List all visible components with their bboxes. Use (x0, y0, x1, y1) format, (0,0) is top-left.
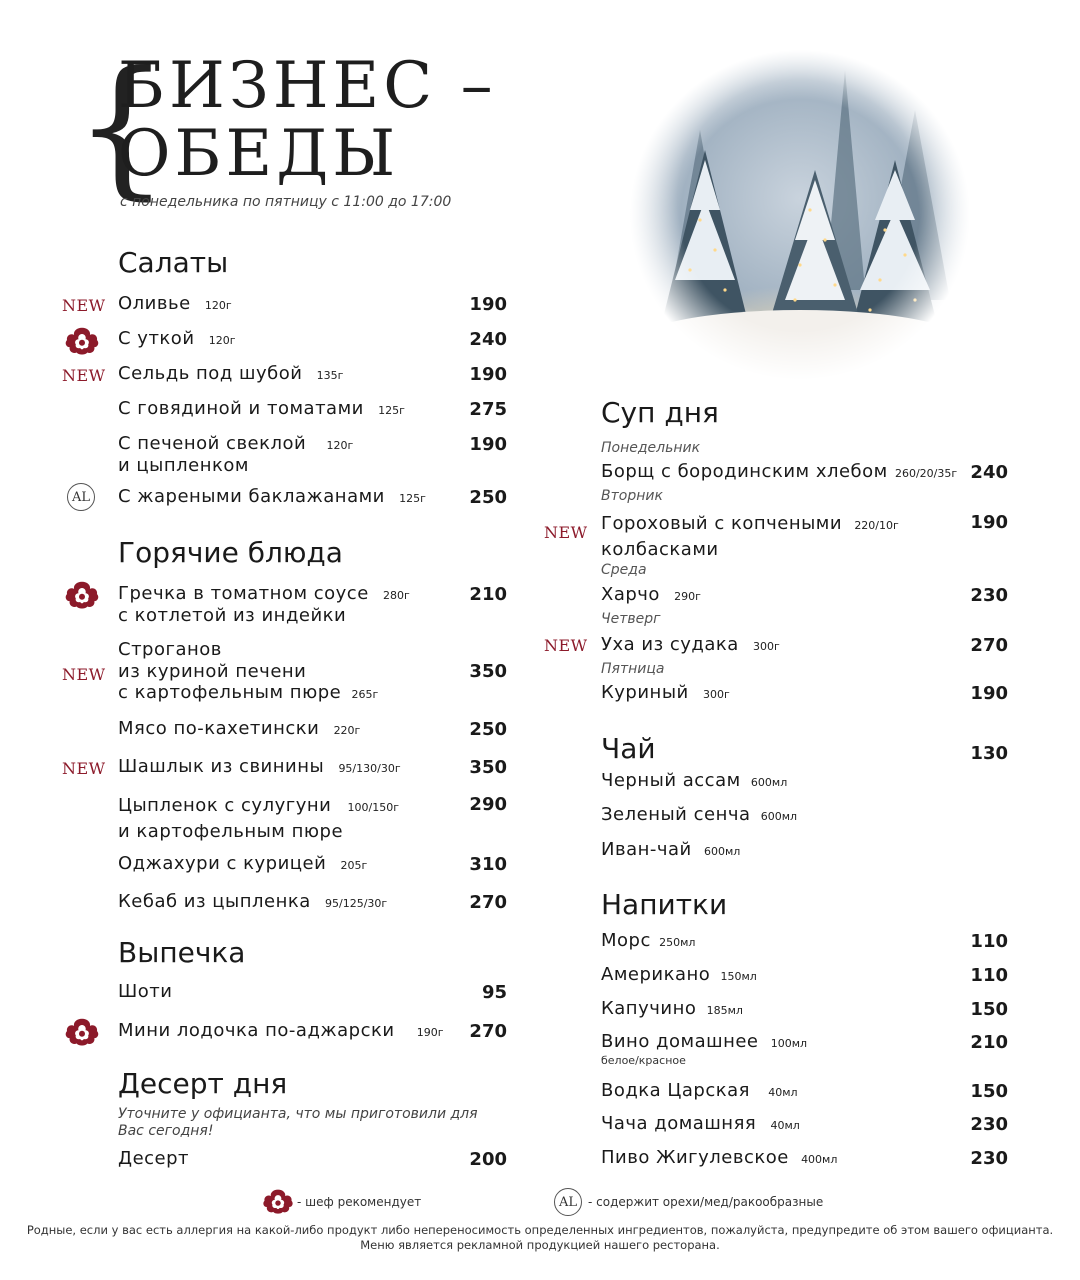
weekday-label: Вторник (601, 488, 663, 504)
menu-item-name (118, 892, 387, 914)
item-weight: 125г (399, 492, 426, 505)
item-name-text: С уткой (118, 328, 195, 349)
item-weight: 120г (326, 439, 354, 452)
item-weight: 100/150г (347, 801, 400, 814)
menu-item-name (118, 487, 426, 509)
item-name-text: Американо (601, 964, 711, 985)
new-badge: NEW (62, 665, 106, 684)
item-name-text: Чача домашняя (601, 1113, 757, 1134)
item-name-text: Куриный (601, 682, 689, 703)
item-weight: 190г (416, 1026, 444, 1039)
legend-allergen-text: - содержит орехи/мед/ракообразные (588, 1195, 824, 1209)
item-weight: 150мл (720, 970, 757, 983)
item-price: 350 (469, 661, 507, 682)
item-name-text: Водка Царская (601, 1080, 750, 1101)
menu-item-name (118, 364, 343, 386)
item-name-text: Уха из судака (601, 634, 739, 655)
item-name-text: С говядиной и томатами (118, 398, 364, 419)
item-price: 275 (469, 399, 507, 420)
menu-item-name (601, 931, 695, 953)
menu-item-name (601, 1032, 807, 1054)
item-weight: 260/20/35г (894, 467, 958, 480)
menu-item-name (118, 399, 405, 421)
item-price: 240 (469, 329, 507, 350)
menu-item-name (118, 584, 410, 626)
item-name-text: Мини лодочка по-аджарски (118, 1020, 395, 1041)
item-name-text: и картофельным пюре (118, 821, 344, 842)
item-weight: 120г (204, 299, 232, 312)
section-title-soup: Суп дня (601, 396, 719, 429)
menu-item-name (601, 512, 899, 562)
item-weight: 600мл (750, 776, 788, 789)
item-weight: 290г (674, 590, 701, 603)
item-name-text: Мясо по-кахетински (118, 718, 320, 739)
tea-price: 130 (970, 743, 1008, 764)
menu-item-name (118, 294, 232, 316)
winter-forest-image (630, 50, 970, 380)
new-badge: NEW (62, 366, 106, 385)
item-price: 150 (970, 999, 1008, 1020)
item-price: 250 (469, 487, 507, 508)
menu-item-name (118, 1021, 444, 1043)
item-name-text: Кебаб из цыпленка (118, 891, 311, 912)
section-title-bakery: Выпечка (118, 936, 246, 969)
section-title-hot: Горячие блюда (118, 536, 343, 569)
menu-item-name (118, 719, 360, 741)
menu-item-name (118, 639, 378, 706)
chef-recommends-icon (64, 580, 100, 610)
item-name-text: Морс (601, 930, 651, 951)
item-name-text: из куриной печени (118, 660, 307, 682)
chef-recommends-icon (64, 1017, 100, 1047)
item-price: 310 (469, 854, 507, 875)
item-weight: 205г (340, 859, 368, 872)
section-title-tea: Чай (601, 732, 656, 765)
item-price: 200 (469, 1149, 507, 1170)
allergen-badge: AL (554, 1188, 582, 1216)
item-name-text: Строганов (118, 639, 222, 660)
menu-item-name (601, 1148, 837, 1170)
item-price: 290 (469, 794, 507, 815)
item-weight: 135г (316, 369, 344, 382)
item-price: 110 (970, 965, 1008, 986)
item-name-text: Десерт (118, 1148, 190, 1169)
title-brace: { (74, 40, 170, 214)
item-weight: 95/130/30г (338, 762, 401, 775)
menu-item-name (601, 585, 701, 607)
menu-item-name (118, 329, 236, 351)
item-weight: 265г (351, 688, 379, 701)
item-weight: 300г (702, 688, 730, 701)
item-name-text: Сельдь под шубой (118, 363, 303, 384)
item-name-text: Харчо (601, 584, 660, 605)
item-name-text: Пиво Жигулевское (601, 1147, 789, 1168)
menu-item-name (118, 1149, 189, 1169)
item-price: 190 (970, 683, 1008, 704)
menu-item-name (601, 999, 743, 1021)
item-weight: 600мл (703, 845, 741, 858)
item-name-text: Шашлык из свинины (118, 756, 325, 777)
item-price: 190 (469, 434, 507, 455)
item-weight: 220г (333, 724, 361, 737)
item-weight: 125г (378, 404, 405, 417)
new-badge: NEW (544, 523, 588, 542)
item-name-text: Оджахури с курицей (118, 853, 327, 874)
item-price: 190 (970, 512, 1008, 533)
item-name-text: Цыпленок с сулугуни (118, 795, 332, 816)
item-price: 150 (970, 1081, 1008, 1102)
item-weight: 185мл (706, 1004, 743, 1017)
item-price: 230 (970, 1114, 1008, 1135)
menu-item-name (601, 840, 740, 862)
item-weight: 250мл (659, 936, 696, 949)
item-price: 190 (469, 294, 507, 315)
item-weight: 40мл (768, 1086, 798, 1099)
item-price: 230 (970, 1148, 1008, 1169)
item-weight: 400мл (801, 1153, 838, 1166)
item-weight: 600мл (760, 810, 798, 823)
menu-item-name (601, 771, 787, 793)
menu-item-name (601, 965, 757, 987)
item-name-text: Оливье (118, 293, 191, 314)
item-price: 110 (970, 931, 1008, 952)
drink-note: белое/красное (601, 1054, 686, 1067)
item-price: 270 (469, 1021, 507, 1042)
footer-advert-note: Меню является рекламной продукцией нашего ресторана. (360, 1238, 720, 1252)
menu-item-name (601, 805, 797, 827)
item-weight: 100мл (770, 1037, 808, 1050)
item-price: 95 (481, 982, 507, 1003)
item-weight: 300г (753, 640, 780, 653)
item-name-text: Капучино (601, 998, 697, 1019)
item-name-text: с картофельным пюре (118, 682, 342, 703)
new-badge: NEW (62, 759, 106, 778)
item-price: 230 (970, 585, 1008, 606)
menu-item-name (601, 1081, 798, 1103)
item-name-text: Борщ с бородинским хлебом (601, 461, 888, 482)
page-title-line1: БИЗНЕС – (118, 49, 497, 123)
page-title (118, 49, 497, 191)
new-badge: NEW (62, 296, 106, 315)
item-weight: 220/10г (854, 519, 899, 532)
item-name-text: С печеной свеклой (118, 433, 307, 454)
dessert-note: Уточните у официанта, что мы приготовили для Вас сегодня! (118, 1106, 478, 1139)
item-weight: 40мл (770, 1119, 800, 1132)
item-weight: 95/125/30г (325, 897, 388, 910)
menu-item-name (601, 1114, 800, 1136)
item-weight: 120г (208, 334, 236, 347)
item-price: 210 (970, 1032, 1008, 1053)
item-price: 270 (970, 635, 1008, 656)
section-title-salads: Салаты (118, 246, 229, 279)
item-price: 190 (469, 364, 507, 385)
allergen-badge: AL (67, 483, 95, 511)
section-title-drinks: Напитки (601, 888, 728, 921)
weekday-label: Среда (601, 562, 647, 578)
menu-item-name (118, 757, 401, 779)
footer-allergy-note: Родные, если у вас есть аллергия на какой-либо продукт либо непереносимость определенных ингредиентов, пожалуйста, предупредите об этом вашего официанта. (26, 1223, 1054, 1237)
menu-item-name (601, 683, 730, 705)
item-name-text: Иван-чай (601, 839, 692, 860)
weekday-label: Пятница (601, 661, 665, 677)
item-price: 210 (469, 584, 507, 605)
legend-chef-text: - шеф рекомендует (297, 1195, 422, 1209)
item-name-text: Шоти (118, 981, 173, 1002)
item-name-text: Вино домашнее (601, 1031, 759, 1052)
section-title-dessert: Десерт дня (118, 1067, 288, 1100)
item-name-text: Черный ассам (601, 770, 741, 791)
item-price: 270 (469, 892, 507, 913)
item-name-text: и цыпленком (118, 455, 249, 476)
menu-item-name (601, 635, 780, 657)
item-name-text: С жареными баклажанами (118, 486, 385, 507)
item-weight: 280г (383, 589, 410, 602)
menu-item-name (601, 462, 957, 484)
item-name-text: с котлетой из индейки (118, 605, 347, 626)
menu-item-name (118, 794, 399, 844)
menu-item-name (118, 982, 172, 1002)
chef-recommends-icon (262, 1188, 294, 1215)
item-name-text: Гороховый с копчеными (601, 513, 843, 534)
chef-recommends-icon (64, 326, 100, 356)
item-name-text: Зеленый сенча (601, 804, 751, 825)
item-price: 240 (970, 462, 1008, 483)
item-price: 350 (469, 757, 507, 778)
weekday-label: Четверг (601, 611, 661, 627)
menu-item-name (118, 854, 367, 876)
item-name-text: колбасками (601, 539, 719, 560)
menu-item-name (118, 434, 353, 476)
page-title-line2: ОБЕДЫ (118, 117, 400, 191)
new-badge: NEW (544, 636, 588, 655)
weekday-label: Понедельник (601, 440, 701, 456)
page-subtitle: с понедельника по пятницу с 11:00 до 17:00 (120, 194, 452, 210)
item-name-text: Гречка в томатном соусе (118, 583, 369, 604)
item-price: 250 (469, 719, 507, 740)
